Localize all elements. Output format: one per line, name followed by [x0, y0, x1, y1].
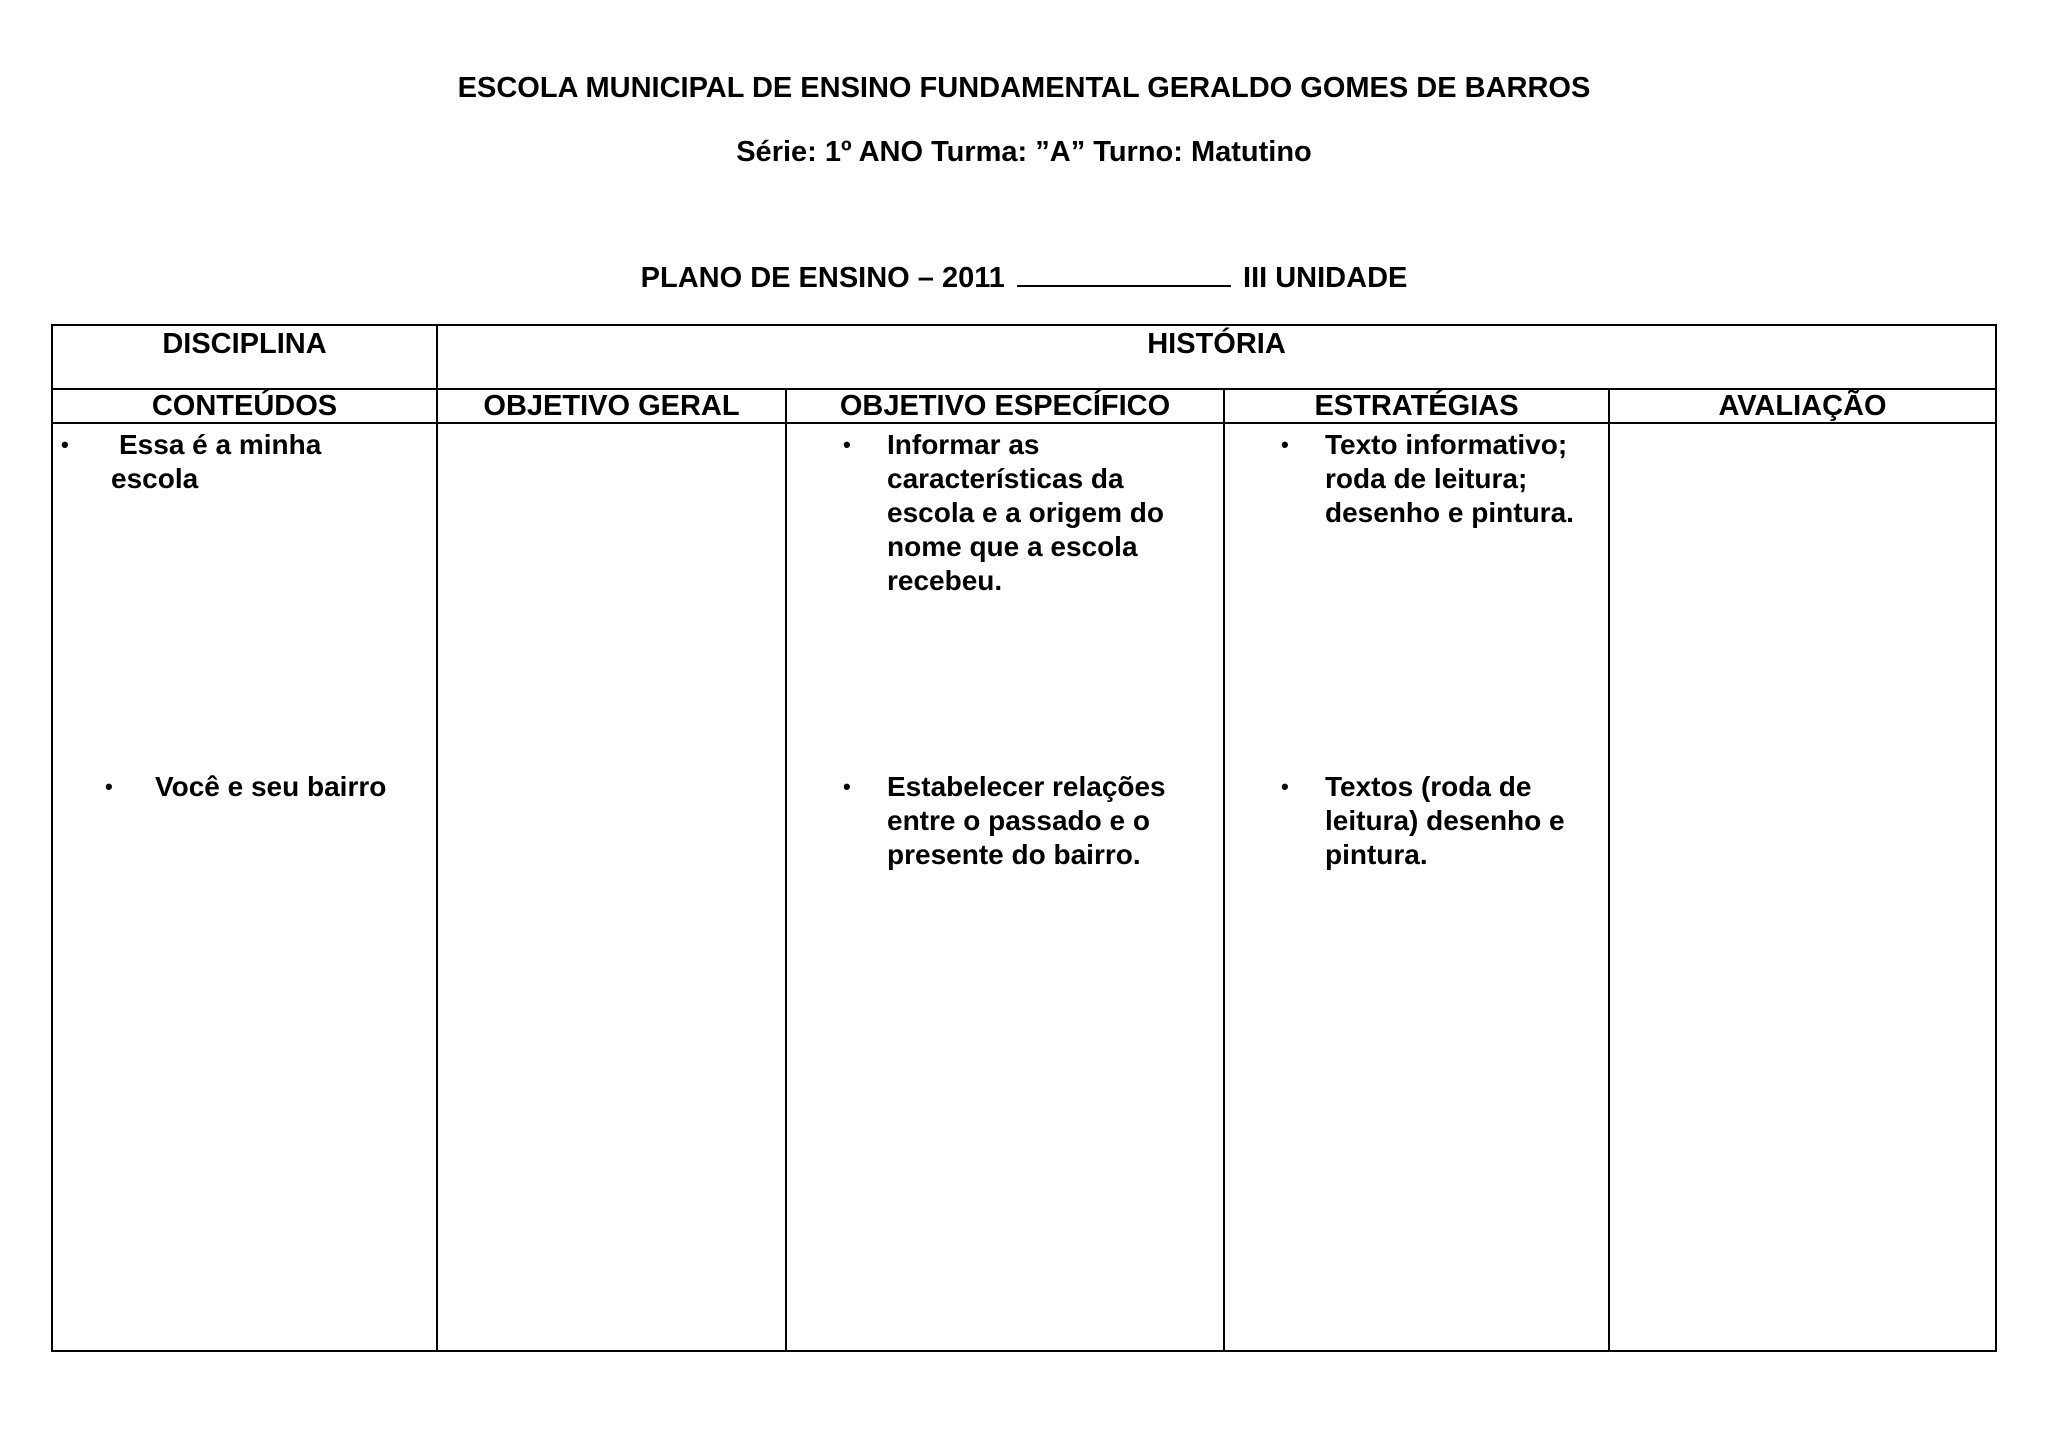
- evaluation-cell: [1609, 423, 1996, 1351]
- column-header-contents: CONTEÚDOS: [52, 389, 437, 423]
- list-item: [1281, 428, 1607, 530]
- contents-cell: [52, 423, 437, 1351]
- class-info: Série: 1º ANO Turma: ”A” Turno: Matutino: [736, 136, 1312, 168]
- school-name: ESCOLA MUNICIPAL DE ENSINO FUNDAMENTAL GERALDO GOMES DE BARROS: [457, 72, 1591, 104]
- bullet-icon: •: [61, 432, 69, 457]
- bullet-icon: •: [1281, 774, 1289, 799]
- list-item: [61, 428, 391, 496]
- general-objective-cell: [437, 423, 786, 1351]
- specific-objective-cell: [786, 423, 1224, 1351]
- specific-objective-item-1: Informar as características da escola e a origem do nome que a escola recebeu.: [887, 429, 1164, 596]
- list-item: [1281, 770, 1607, 872]
- content-row: [52, 423, 1996, 1351]
- strategies-item-1: Texto informativo; roda de leitura; desenho e pintura.: [1325, 429, 1574, 528]
- specific-objective-item-2: Estabelecer relações entre o passado e o presente do bairro.: [887, 771, 1166, 870]
- bullet-icon: •: [843, 774, 851, 799]
- discipline-label: DISCIPLINA: [162, 328, 327, 360]
- discipline-value: HISTÓRIA: [1147, 328, 1286, 360]
- bullet-icon: •: [843, 432, 851, 457]
- plan-title-left: PLANO DE ENSINO – 2011: [640, 262, 1005, 294]
- contents-item-2: Você e seu bairro: [155, 771, 387, 802]
- strategies-cell: [1224, 423, 1609, 1351]
- discipline-label-cell: [52, 325, 437, 389]
- blank-line: [1017, 263, 1231, 287]
- bullet-icon: •: [1281, 432, 1289, 457]
- bullet-icon: •: [105, 774, 113, 799]
- column-header-general-objective: OBJETIVO GERAL: [437, 389, 786, 423]
- list-item: [105, 770, 435, 804]
- discipline-row: [52, 325, 1996, 389]
- contents-item-1: Essa é a minha escola: [111, 429, 322, 494]
- discipline-value-cell: [437, 325, 1996, 389]
- strategies-item-2: Textos (roda de leitura) desenho e pintura.: [1325, 771, 1565, 870]
- teaching-plan-table: [51, 324, 1997, 1352]
- plan-title: [0, 258, 2048, 298]
- plan-title-right: III UNIDADE: [1243, 262, 1408, 294]
- column-header-row: [52, 389, 1996, 423]
- list-item: [843, 770, 1207, 872]
- column-header-specific-objective: OBJETIVO ESPECÍFICO: [786, 389, 1224, 423]
- column-header-evaluation: AVALIAÇÃO: [1609, 389, 1996, 423]
- list-item: [843, 428, 1207, 598]
- column-header-strategies: ESTRATÉGIAS: [1224, 389, 1609, 423]
